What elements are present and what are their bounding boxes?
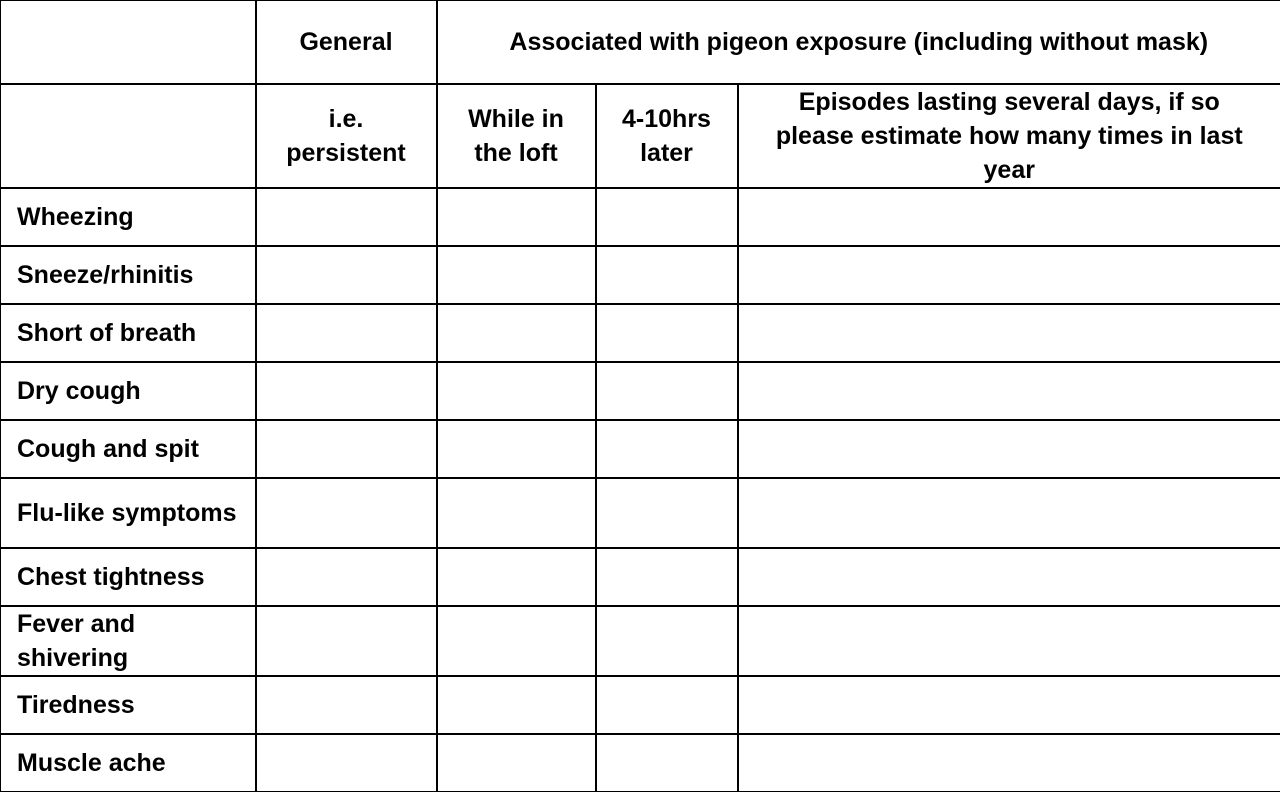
table-row bbox=[1, 734, 1280, 792]
symptom-label: Wheezing bbox=[1, 188, 256, 246]
response-cell-while-in-loft[interactable] bbox=[437, 676, 596, 734]
response-cell-episodes[interactable] bbox=[738, 478, 1280, 548]
response-cell-general[interactable] bbox=[256, 478, 437, 548]
symptom-label: Tiredness bbox=[1, 676, 256, 734]
response-cell-4-10hrs-later[interactable] bbox=[596, 188, 738, 246]
subheader-persistent: i.e. persistent bbox=[256, 84, 437, 188]
table-row bbox=[1, 188, 1280, 246]
symptom-label: Sneeze/rhinitis bbox=[1, 246, 256, 304]
table-row bbox=[1, 304, 1280, 362]
response-cell-4-10hrs-later[interactable] bbox=[596, 478, 738, 548]
response-cell-general[interactable] bbox=[256, 676, 437, 734]
response-cell-episodes[interactable] bbox=[738, 420, 1280, 478]
table-row bbox=[1, 362, 1280, 420]
subheader-while-in-loft: While in the loft bbox=[437, 84, 596, 188]
symptom-label: Fever and shivering bbox=[1, 606, 256, 676]
response-cell-4-10hrs-later[interactable] bbox=[596, 606, 738, 676]
table-row bbox=[1, 420, 1280, 478]
response-cell-general[interactable] bbox=[256, 246, 437, 304]
response-cell-episodes[interactable] bbox=[738, 676, 1280, 734]
response-cell-episodes[interactable] bbox=[738, 188, 1280, 246]
response-cell-4-10hrs-later[interactable] bbox=[596, 734, 738, 792]
subheader-episodes: Episodes lasting several days, if so please estimate how many times in last year bbox=[738, 84, 1280, 188]
symptom-label: Short of breath bbox=[1, 304, 256, 362]
response-cell-while-in-loft[interactable] bbox=[437, 188, 596, 246]
response-cell-general[interactable] bbox=[256, 606, 437, 676]
response-cell-while-in-loft[interactable] bbox=[437, 734, 596, 792]
table-row bbox=[1, 478, 1280, 548]
corner-cell bbox=[1, 1, 256, 84]
response-cell-general[interactable] bbox=[256, 420, 437, 478]
subheader-row bbox=[1, 84, 1280, 188]
response-cell-4-10hrs-later[interactable] bbox=[596, 676, 738, 734]
header-pigeon-exposure: Associated with pigeon exposure (including without mask) bbox=[437, 1, 1280, 84]
response-cell-episodes[interactable] bbox=[738, 606, 1280, 676]
response-cell-while-in-loft[interactable] bbox=[437, 606, 596, 676]
symptom-label: Muscle ache bbox=[1, 734, 256, 792]
response-cell-episodes[interactable] bbox=[738, 362, 1280, 420]
response-cell-4-10hrs-later[interactable] bbox=[596, 548, 738, 606]
response-cell-while-in-loft[interactable] bbox=[437, 420, 596, 478]
response-cell-general[interactable] bbox=[256, 188, 437, 246]
symptom-label: Flu-like symptoms bbox=[1, 478, 256, 548]
response-cell-general[interactable] bbox=[256, 548, 437, 606]
response-cell-4-10hrs-later[interactable] bbox=[596, 246, 738, 304]
response-cell-while-in-loft[interactable] bbox=[437, 478, 596, 548]
response-cell-episodes[interactable] bbox=[738, 548, 1280, 606]
response-cell-4-10hrs-later[interactable] bbox=[596, 304, 738, 362]
response-cell-while-in-loft[interactable] bbox=[437, 246, 596, 304]
symptom-label: Chest tightness bbox=[1, 548, 256, 606]
response-cell-4-10hrs-later[interactable] bbox=[596, 362, 738, 420]
response-cell-general[interactable] bbox=[256, 734, 437, 792]
response-cell-episodes[interactable] bbox=[738, 246, 1280, 304]
response-cell-4-10hrs-later[interactable] bbox=[596, 420, 738, 478]
table-row bbox=[1, 548, 1280, 606]
response-cell-general[interactable] bbox=[256, 362, 437, 420]
header-row bbox=[1, 1, 1280, 84]
header-general: General bbox=[256, 1, 437, 84]
symptom-label: Dry cough bbox=[1, 362, 256, 420]
table-row bbox=[1, 606, 1280, 676]
symptom-label: Cough and spit bbox=[1, 420, 256, 478]
response-cell-episodes[interactable] bbox=[738, 734, 1280, 792]
response-cell-while-in-loft[interactable] bbox=[437, 548, 596, 606]
response-cell-while-in-loft[interactable] bbox=[437, 304, 596, 362]
table-row bbox=[1, 246, 1280, 304]
subheader-4-10hrs-later: 4-10hrs later bbox=[596, 84, 738, 188]
table-row bbox=[1, 676, 1280, 734]
response-cell-episodes[interactable] bbox=[738, 304, 1280, 362]
subheader-corner-cell bbox=[1, 84, 256, 188]
response-cell-general[interactable] bbox=[256, 304, 437, 362]
response-cell-while-in-loft[interactable] bbox=[437, 362, 596, 420]
